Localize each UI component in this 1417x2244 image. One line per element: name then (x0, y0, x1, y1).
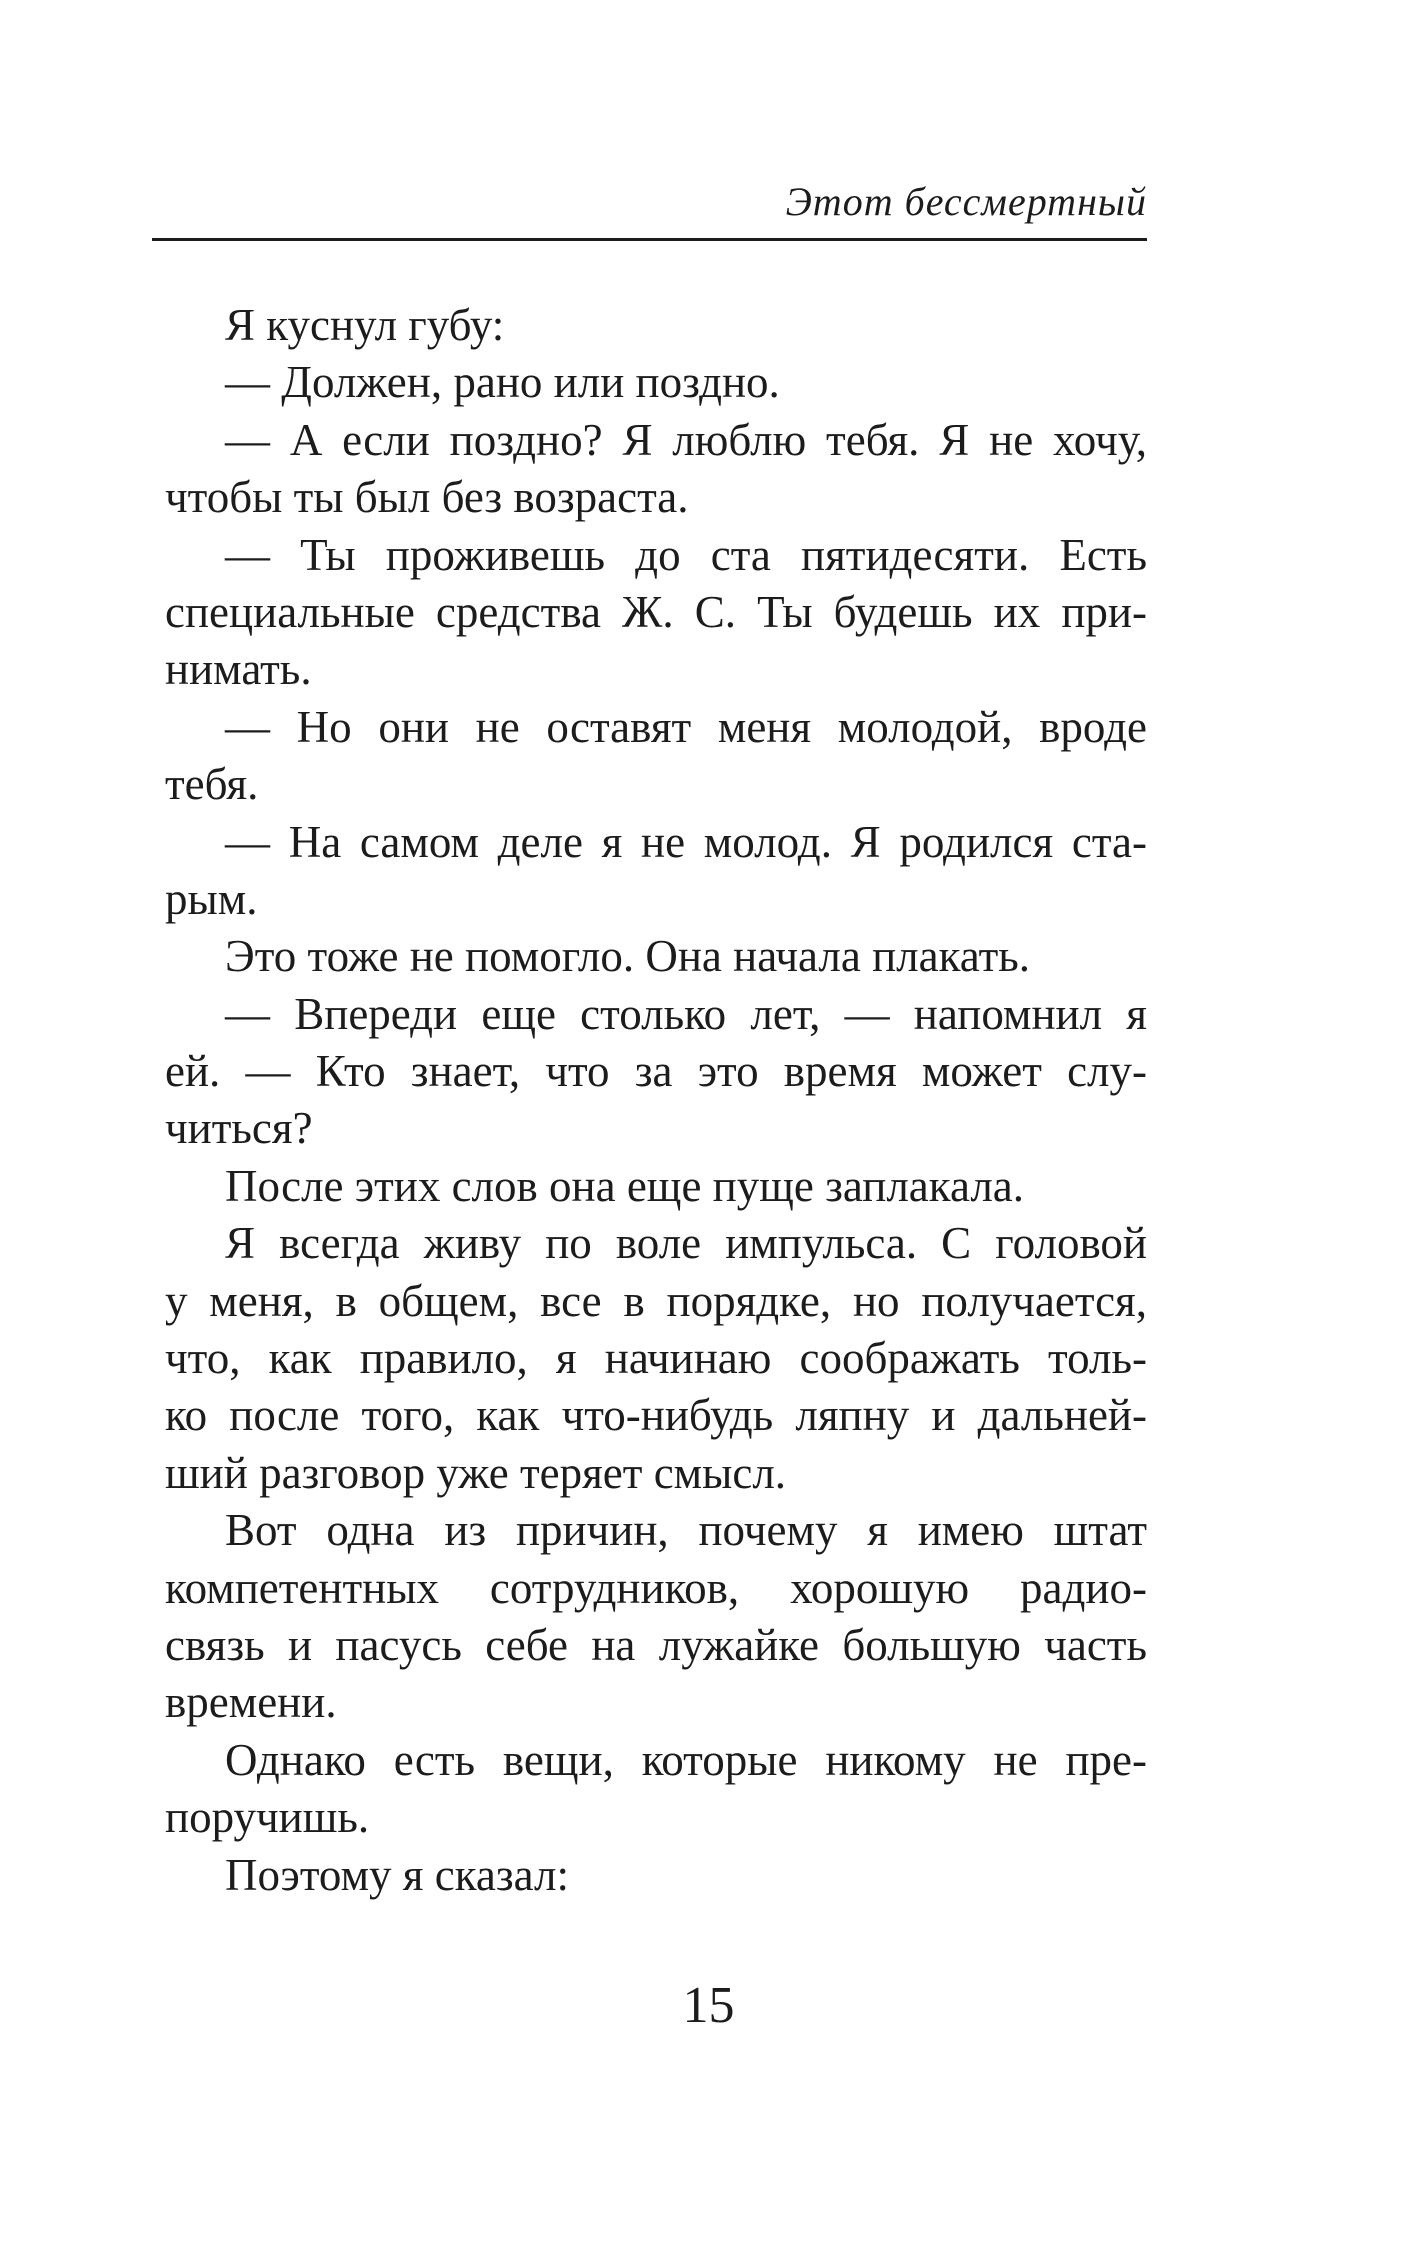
header-rule (152, 238, 1147, 241)
text-line: ко после того, как что-нибудь ляпну и дальней- (165, 1390, 1147, 1441)
text-line: поручишь. (165, 1792, 370, 1843)
text-line: у меня, в общем, все в порядке, но получается, (165, 1275, 1147, 1326)
text-line: чтобы ты был без возраста. (165, 472, 689, 523)
text-line: Поэтому я сказал: (225, 1849, 569, 1900)
text-line: компетентных сотрудников, хорошую радио- (165, 1562, 1147, 1613)
text-line: связь и пасусь себе на лужайке большую часть (165, 1619, 1147, 1670)
text-line: ший разговор уже теряет смысл. (165, 1447, 787, 1498)
text-line: — Должен, рано или поздно. (225, 357, 780, 408)
text-line: читься? (165, 1103, 313, 1154)
body-text (165, 297, 1147, 1904)
text-line: Вот одна из причин, почему я имею штат (225, 1505, 1147, 1556)
text-line: — Но они не оставят меня молодой, вроде (225, 701, 1147, 752)
text-line: — На самом деле я не молод. Я родился ста- (225, 816, 1147, 867)
running-header (152, 176, 1147, 236)
text-line: Я куснул губу: (225, 300, 505, 350)
page-number: 15 (682, 1977, 735, 2034)
text-line: Это тоже не помогло. Она начала плакать. (225, 931, 1031, 982)
text-line: Однако есть вещи, которые никому не пре- (225, 1734, 1147, 1785)
text-line: Я всегда живу по воле импульса. С головой (225, 1218, 1147, 1269)
text-line: — А если поздно? Я люблю тебя. Я не хочу, (225, 414, 1147, 465)
text-line: ей. — Кто знает, что за это время может слу- (165, 1046, 1147, 1097)
text-line: — Ты проживешь до ста пятидесяти. Есть (225, 529, 1147, 580)
text-line: рым. (165, 873, 258, 924)
text-line: специальные средства Ж. С. Ты будешь их при- (165, 586, 1147, 637)
text-line: нимать. (165, 644, 312, 695)
running-title: Этот бессмертный (785, 179, 1147, 224)
text-line: — Впереди еще столько лет, — напомнил я (225, 988, 1147, 1039)
text-line: что, как правило, я начинаю соображать толь- (165, 1333, 1147, 1384)
text-line: После этих слов она еще пуще заплакала. (225, 1160, 1025, 1211)
text-line: тебя. (165, 759, 259, 810)
text-line: времени. (165, 1677, 337, 1728)
